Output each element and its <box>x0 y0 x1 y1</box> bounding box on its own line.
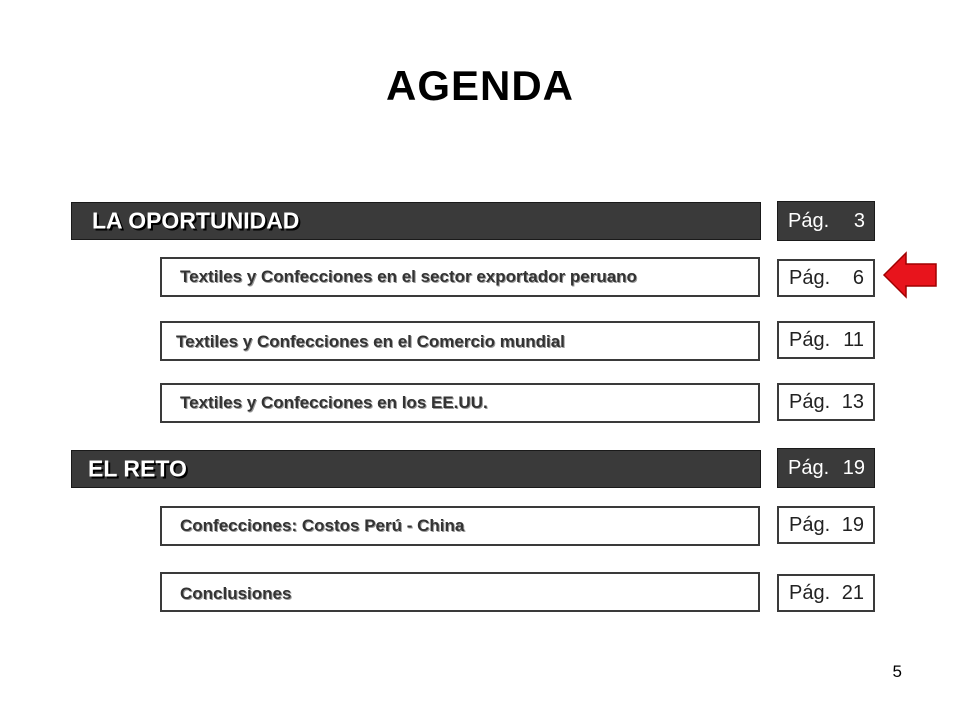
agenda-item-comercio-mundial[interactable] <box>160 321 760 361</box>
section-bar-la-oportunidad[interactable] <box>71 202 761 240</box>
slide-page-number: 5 <box>892 662 902 681</box>
page-prefix: Pág. <box>788 210 830 232</box>
agenda-item-label: Textiles y Confecciones en el sector exportador peruano <box>180 267 637 286</box>
page-prefix: Pág. <box>788 457 830 479</box>
slide-title: AGENDA <box>385 62 574 109</box>
page-number: 11 <box>843 329 864 351</box>
page-prefix: Pág. <box>789 329 831 351</box>
agenda-item-label: Confecciones: Costos Perú - China <box>180 516 465 535</box>
section-bar-el-reto[interactable] <box>71 450 761 488</box>
left-arrow-icon <box>882 250 938 300</box>
page-prefix: Pág. <box>789 267 831 289</box>
page-number: 21 <box>841 582 864 604</box>
agenda-item-label: Textiles y Confecciones en el Comercio mundial <box>176 332 565 352</box>
agenda-item-page-ref[interactable] <box>777 574 875 612</box>
agenda-item-page-ref[interactable] <box>777 506 875 544</box>
agenda-item-conclusiones[interactable] <box>160 572 760 612</box>
page-number: 6 <box>852 267 864 289</box>
agenda-item-label: Textiles y Confecciones en los EE.UU. <box>180 393 488 412</box>
agenda-item-page-ref[interactable] <box>777 321 875 359</box>
page-number: 13 <box>841 391 864 413</box>
section-page-ref[interactable] <box>777 201 875 241</box>
page-prefix: Pág. <box>789 582 831 604</box>
agenda-item-page-ref[interactable] <box>777 259 875 297</box>
page-number: 19 <box>841 514 864 536</box>
agenda-item-eeuu[interactable] <box>160 383 760 423</box>
agenda-item-sector-exportador[interactable] <box>160 257 760 297</box>
section-label: EL RETO <box>88 455 187 482</box>
page-prefix: Pág. <box>789 514 831 536</box>
agenda-item-costos-peru-china[interactable] <box>160 506 760 546</box>
page-number: 3 <box>853 210 865 232</box>
page-prefix: Pág. <box>789 391 831 413</box>
section-label: LA OPORTUNIDAD <box>92 207 300 234</box>
agenda-item-page-ref[interactable] <box>777 383 875 421</box>
section-page-ref[interactable] <box>777 448 875 488</box>
page-number: 19 <box>842 457 865 479</box>
agenda-item-label: Conclusiones <box>180 584 292 604</box>
